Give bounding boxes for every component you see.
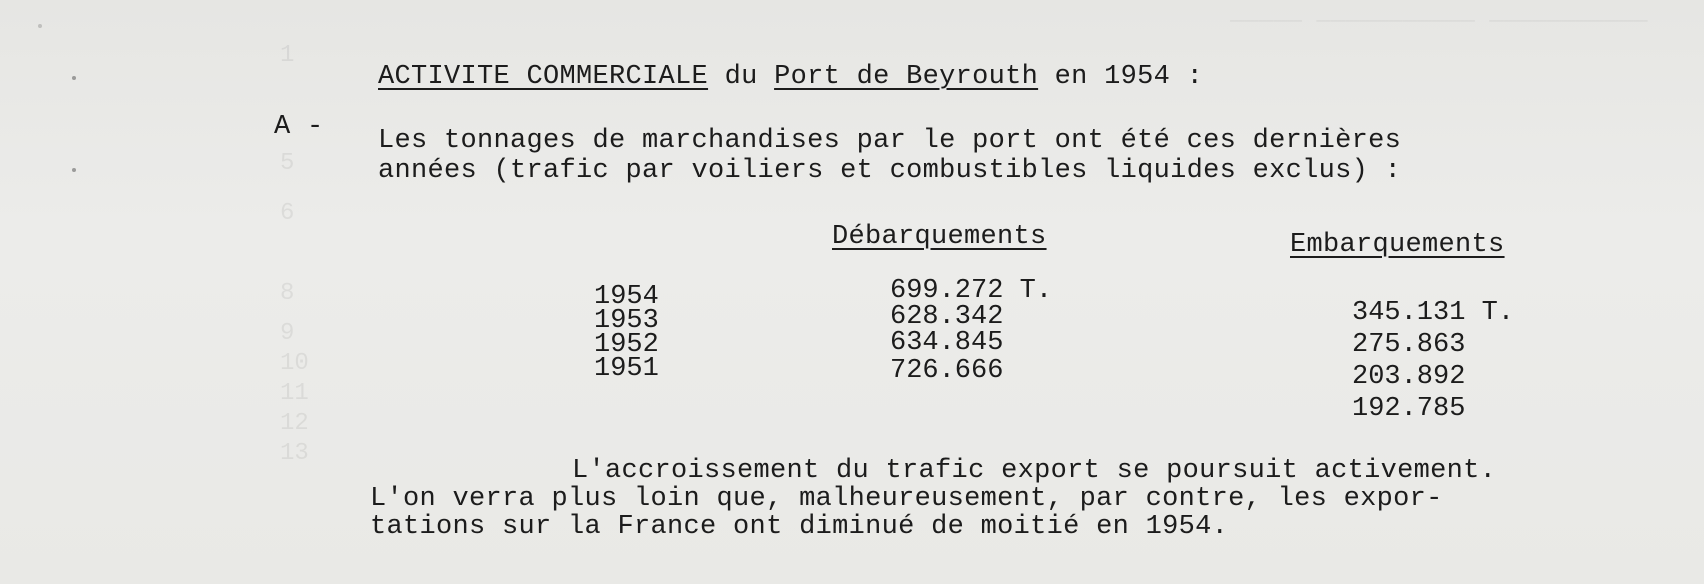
embarquements-value: 275.863: [1352, 330, 1466, 360]
column-header-embarquements: Embarquements: [1290, 230, 1505, 260]
bleed-through-text: 9: [280, 320, 295, 347]
section-a-line-1: Les tonnages de marchandises par le port ont été ces dernières: [378, 126, 1402, 156]
closing-line-2: L'on verra plus loin que, malheureusement, par contre, les expor-: [370, 484, 1443, 514]
section-a-line-2: années (trafic par voiliers et combustibles liquides exclus) :: [378, 156, 1402, 186]
bleed-through-text: 12: [280, 410, 309, 437]
debarquements-value: 628.342: [890, 302, 1004, 332]
embarquements-value: 203.892: [1352, 362, 1466, 392]
table-row-year: 1952: [594, 330, 659, 360]
title-year: en 1954 :: [1038, 62, 1204, 92]
table-row-year: 1954: [594, 282, 659, 312]
bleed-through-text: 6: [280, 200, 295, 227]
section-a-marker: A -: [274, 112, 324, 142]
debarquements-value: 634.845: [890, 328, 1004, 358]
punch-dot: [38, 24, 42, 28]
title-du: du: [708, 62, 775, 92]
title-activite-commerciale: ACTIVITE COMMERCIALE: [378, 62, 709, 92]
debarquements-value: 726.666: [890, 356, 1004, 386]
bleed-through-text: 10: [280, 350, 309, 377]
table-row-year: 1953: [594, 306, 659, 336]
punch-dot: [72, 168, 76, 172]
bleed-through-text: 1: [280, 42, 295, 69]
punch-dot: [72, 76, 76, 80]
bleed-through-text: _____ ___________ ___________: [1230, 0, 1648, 27]
bleed-through-text: 11: [280, 380, 309, 407]
bleed-through-text: 13: [280, 440, 309, 467]
table-row-year: 1951: [594, 354, 659, 384]
bleed-through-text: 5: [280, 150, 295, 177]
column-header-debarquements: Débarquements: [832, 222, 1047, 252]
closing-line-1: L'accroissement du trafic export se poursuit activement.: [572, 456, 1497, 486]
embarquements-value: 192.785: [1352, 394, 1466, 424]
document-title: [378, 62, 1203, 92]
title-port-de-beyrouth: Port de Beyrouth: [774, 62, 1039, 92]
embarquements-value: 345.131 T.: [1352, 298, 1515, 328]
bleed-through-text: 8: [280, 280, 295, 307]
closing-line-3: tations sur la France ont diminué de moitié en 1954.: [370, 512, 1229, 542]
debarquements-value: 699.272 T.: [890, 276, 1053, 306]
